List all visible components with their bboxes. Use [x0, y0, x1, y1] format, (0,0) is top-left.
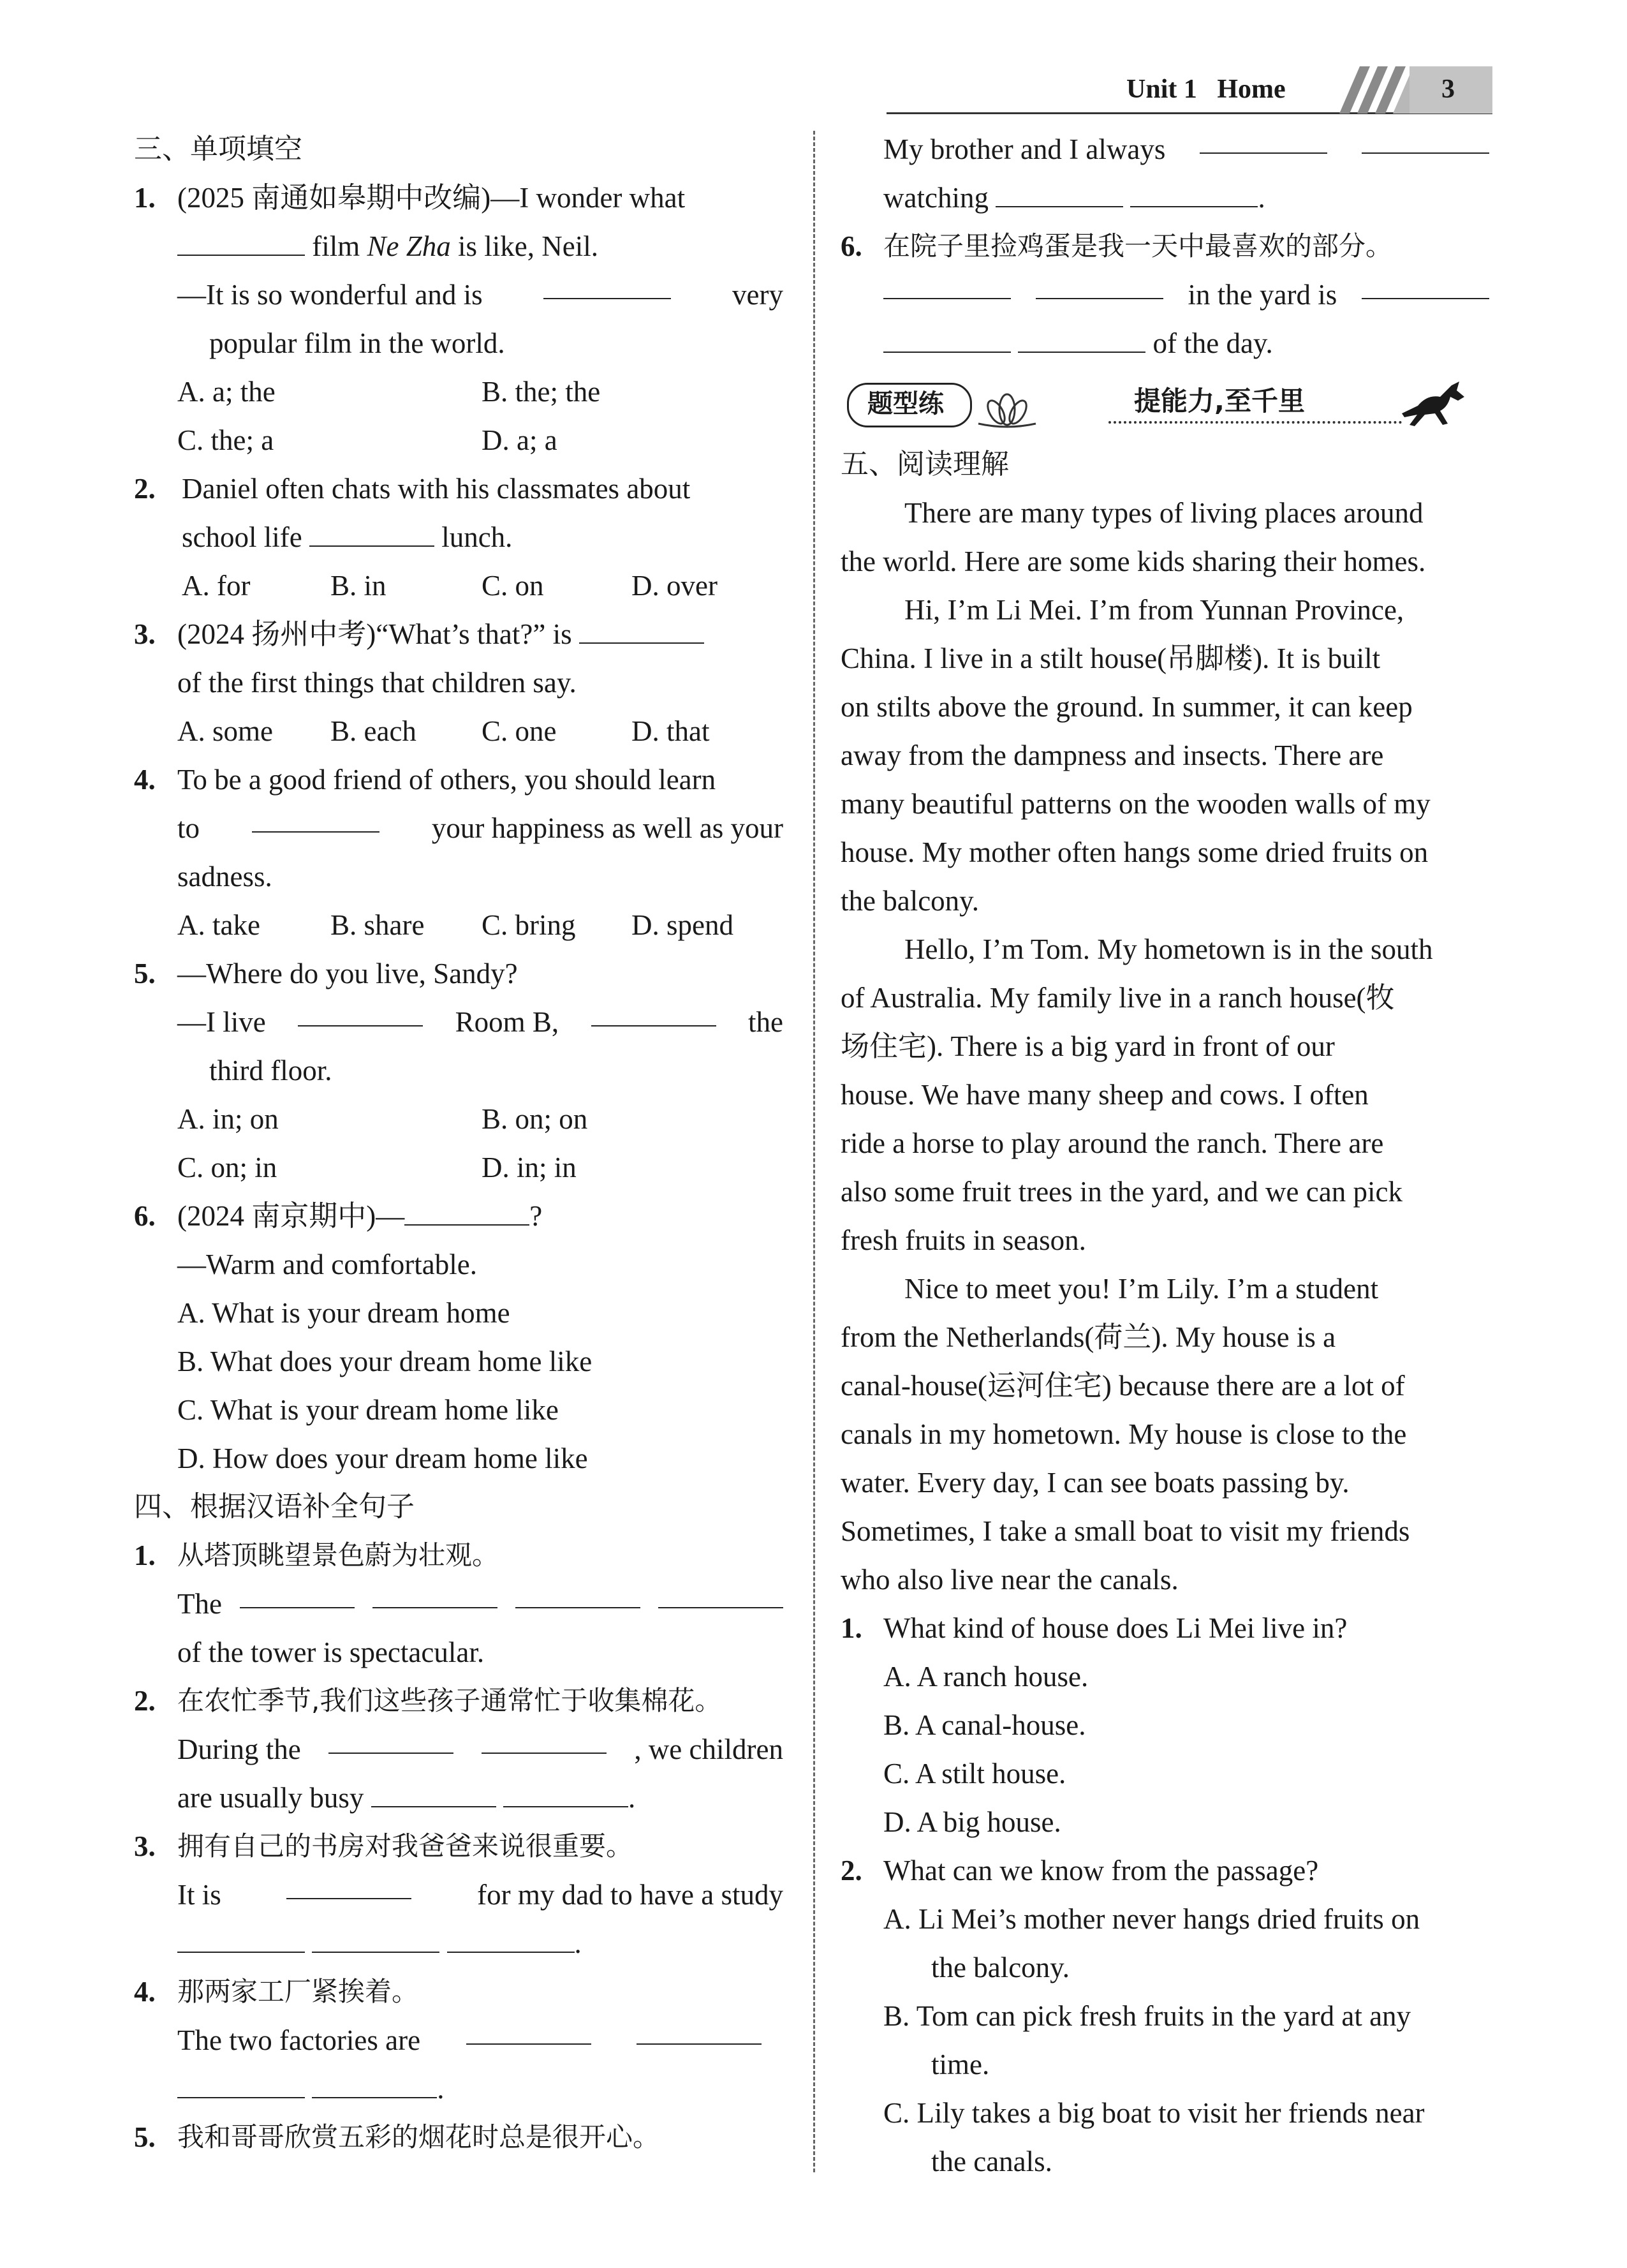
- passage-line: house. We have many sheep and cows. I often: [841, 1079, 1369, 1111]
- s2-line3: are usually busy .: [177, 1774, 635, 1822]
- q3-number: 3.: [134, 618, 156, 650]
- q3-option-a[interactable]: A. some: [177, 715, 273, 747]
- s1-blank3[interactable]: [515, 1580, 640, 1608]
- passage-line: away from the dampness and insects. There are: [841, 739, 1384, 771]
- s5-chinese: 我和哥哥欣赏五彩的烟花时总是很开心。: [177, 2121, 660, 2153]
- q2-line2: school life lunch.: [182, 513, 512, 561]
- rq2-number: 2.: [841, 1855, 862, 1886]
- header-unit: Unit 1 Home: [1126, 75, 1286, 104]
- passage-line: of Australia. My family live in a ranch house(牧: [841, 982, 1395, 1014]
- passage-line: China. I live in a stilt house(吊脚楼). It is built: [841, 642, 1381, 674]
- s6-blank2[interactable]: [1036, 271, 1163, 299]
- banner-slogan: 提能力,至千里: [1134, 385, 1305, 417]
- s1-chinese: 从塔顶眺望景色蔚为壮观。: [177, 1539, 499, 1571]
- q4-line1: To be a good friend of others, you should learn: [177, 764, 716, 796]
- q6-option-a[interactable]: A. What is your dream home: [177, 1297, 510, 1329]
- rq1-question: What kind of house does Li Mei live in?: [883, 1612, 1348, 1644]
- q3-option-b[interactable]: B. each: [330, 715, 416, 747]
- passage-line: Hello, I’m Tom. My hometown is in the south: [904, 933, 1433, 965]
- s2-blank4[interactable]: [503, 1779, 628, 1807]
- banner-dotted-line: [1108, 421, 1402, 424]
- passage-line: There are many types of living places around: [904, 497, 1424, 529]
- q3-option-d[interactable]: D. that: [631, 715, 710, 747]
- q6-option-b[interactable]: B. What does your dream home like: [177, 1345, 593, 1377]
- q4-line2: to your happiness as well as your: [177, 804, 783, 852]
- q6-line2: —Warm and comfortable.: [177, 1249, 477, 1280]
- q2-option-b[interactable]: B. in: [330, 570, 387, 602]
- q1-option-c[interactable]: C. the; a: [177, 424, 274, 456]
- s4-chinese: 那两家工厂紧挨着。: [177, 1976, 419, 2007]
- rq2-option-c-cont: the canals.: [931, 2146, 1052, 2177]
- s4-line2: The two factories are: [177, 2016, 762, 2064]
- passage-line: the balcony.: [841, 885, 980, 917]
- q2-number: 2.: [134, 473, 156, 505]
- s1-blank1[interactable]: [240, 1580, 355, 1608]
- rq2-option-a-cont: the balcony.: [931, 1952, 1070, 1983]
- q3-option-c[interactable]: C. one: [482, 715, 557, 747]
- s1-number: 1.: [134, 1539, 156, 1571]
- rq2-option-a[interactable]: A. Li Mei’s mother never hangs dried fruits on: [883, 1903, 1420, 1935]
- passage-line: on stilts above the ground. In summer, it can keep: [841, 691, 1413, 723]
- s6-blank4[interactable]: [883, 324, 1011, 353]
- passage-line: Nice to meet you! I’m Lily. I’m a student: [904, 1273, 1379, 1305]
- q4-option-b[interactable]: B. share: [330, 909, 425, 941]
- section4-title: 四、根据汉语补全句子: [134, 1490, 415, 1523]
- s3-line3: .: [177, 1919, 582, 1968]
- s5-cont-line2: watching .: [883, 174, 1265, 222]
- q2-option-c[interactable]: C. on: [482, 570, 544, 602]
- s5-blank3[interactable]: [996, 179, 1123, 207]
- header-title: Home: [1217, 75, 1286, 104]
- rq2-question: What can we know from the passage?: [883, 1855, 1319, 1886]
- s4-blank1[interactable]: [466, 2016, 591, 2045]
- s2-blank2[interactable]: [482, 1725, 607, 1754]
- q4-line3: sadness.: [177, 861, 272, 893]
- s5-number: 5.: [134, 2121, 156, 2153]
- s6-blank3[interactable]: [1362, 271, 1489, 299]
- s6-blank5[interactable]: [1018, 324, 1145, 353]
- q5-option-d[interactable]: D. in; in: [482, 1152, 577, 1183]
- s2-blank1[interactable]: [328, 1725, 453, 1754]
- q1-line1: (2025 南通如皋期中改编)—I wonder what: [177, 182, 686, 214]
- q5-line1: —Where do you live, Sandy?: [177, 958, 518, 989]
- q2-line1: Daniel often chats with his classmates about: [182, 473, 691, 505]
- q1-option-d[interactable]: D. a; a: [482, 424, 557, 456]
- rq1-number: 1.: [841, 1612, 862, 1644]
- q4-option-a[interactable]: A. take: [177, 909, 260, 941]
- q5-line3: third floor.: [209, 1055, 332, 1086]
- q4-blank[interactable]: [252, 804, 379, 833]
- q1-blank1[interactable]: [177, 227, 305, 256]
- s3-number: 3.: [134, 1830, 156, 1862]
- q5-line2: —I live Room B, the: [177, 998, 783, 1046]
- s2-number: 2.: [134, 1685, 156, 1717]
- passage-line: Sometimes, I take a small boat to visit my friends: [841, 1515, 1410, 1547]
- s5-blank4[interactable]: [1130, 179, 1258, 207]
- s4-blank4[interactable]: [312, 2070, 437, 2098]
- q3-line2: of the first things that children say.: [177, 667, 577, 699]
- passage-line: who also live near the canals.: [841, 1564, 1179, 1596]
- s1-blank2[interactable]: [372, 1580, 497, 1608]
- s3-blank3[interactable]: [312, 1924, 439, 1953]
- s5-blank1[interactable]: [1200, 125, 1327, 154]
- s1-line2: The: [177, 1580, 783, 1628]
- q1-option-b[interactable]: B. the; the: [482, 376, 601, 408]
- q2-option-d[interactable]: D. over: [631, 570, 718, 602]
- s6-chinese: 在院子里捡鸡蛋是我一天中最喜欢的部分。: [883, 230, 1393, 262]
- column-divider: [813, 131, 815, 2172]
- passage-line: canals in my hometown. My house is close to the: [841, 1418, 1407, 1450]
- passage-line: Hi, I’m Li Mei. I’m from Yunnan Province,: [904, 594, 1404, 626]
- q6-number: 6.: [134, 1200, 156, 1232]
- s5-blank2[interactable]: [1362, 125, 1489, 154]
- passage-line: water. Every day, I can see boats passing by.: [841, 1467, 1350, 1499]
- q1-blank2[interactable]: [543, 271, 671, 299]
- s4-blank2[interactable]: [637, 2016, 762, 2045]
- q5-option-b[interactable]: B. on; on: [482, 1103, 588, 1135]
- banner-label: 题型练: [867, 389, 944, 419]
- practice-banner: [841, 375, 1498, 433]
- lotus-icon: [972, 384, 1042, 429]
- s4-blank3[interactable]: [177, 2070, 305, 2098]
- q5-blank2[interactable]: [591, 998, 716, 1027]
- s6-line3: of the day.: [883, 319, 1273, 367]
- section3-title: 三、单项填空: [134, 133, 302, 165]
- passage-line: the world. Here are some kids sharing their homes.: [841, 545, 1426, 577]
- passage-line: from the Netherlands(荷兰). My house is a: [841, 1321, 1336, 1353]
- passage-line: 场住宅). There is a big yard in front of our: [841, 1030, 1335, 1062]
- rq2-option-c[interactable]: C. Lily takes a big boat to visit her friends near: [883, 2097, 1425, 2129]
- s2-blank3[interactable]: [371, 1779, 496, 1807]
- q5-option-c[interactable]: C. on; in: [177, 1152, 277, 1183]
- q2-option-a[interactable]: A. for: [182, 570, 251, 602]
- s6-line2: in the yard is: [883, 271, 1489, 319]
- s3-blank2[interactable]: [177, 1924, 305, 1953]
- s3-line2: It is for my dad to have a study: [177, 1871, 783, 1919]
- rq2-option-b-cont: time.: [931, 2049, 990, 2080]
- q6-line1: (2024 南京期中)— ?: [177, 1192, 542, 1240]
- s1-blank4[interactable]: [658, 1580, 783, 1608]
- rq1-option-c[interactable]: C. A stilt house.: [883, 1758, 1066, 1790]
- rq2-option-b[interactable]: B. Tom can pick fresh fruits in the yard at any: [883, 2000, 1411, 2032]
- s3-blank4[interactable]: [447, 1924, 575, 1953]
- q1-line2: film Ne Zha is like, Neil.: [177, 222, 598, 271]
- passage-line: canal-house(运河住宅) because there are a lot of: [841, 1370, 1405, 1402]
- s2-chinese: 在农忙季节,我们这些孩子通常忙于收集棉花。: [177, 1685, 722, 1716]
- passage-line: also some fruit trees in the yard, and we can pick: [841, 1176, 1402, 1208]
- s6-blank1[interactable]: [883, 271, 1011, 299]
- rq1-option-d[interactable]: D. A big house.: [883, 1806, 1061, 1838]
- q6-option-d[interactable]: D. How does your dream home like: [177, 1442, 588, 1474]
- section5-title: 五、阅读理解: [841, 448, 1009, 480]
- rq1-option-a[interactable]: A. A ranch house.: [883, 1661, 1089, 1693]
- header: [887, 64, 1492, 115]
- q6-blank[interactable]: [404, 1197, 529, 1226]
- q1-line3: —It is so wonderful and is very: [177, 271, 783, 319]
- s4-line3: .: [177, 2064, 445, 2113]
- q5-blank1[interactable]: [298, 998, 423, 1027]
- passage-line: ride a horse to play around the ranch. There are: [841, 1127, 1384, 1159]
- passage-line: many beautiful patterns on the wooden walls of my: [841, 788, 1431, 820]
- q5-number: 5.: [134, 958, 156, 989]
- s3-chinese: 拥有自己的书房对我爸爸来说很重要。: [177, 1830, 633, 1862]
- rq1-option-b[interactable]: B. A canal-house.: [883, 1709, 1086, 1741]
- s2-line2: During the , we children: [177, 1725, 783, 1774]
- q4-option-c[interactable]: C. bring: [482, 909, 576, 941]
- header-page: 3: [1441, 75, 1455, 104]
- q1-option-a[interactable]: A. a; the: [177, 376, 276, 408]
- q1-number: 1.: [134, 182, 156, 214]
- s4-number: 4.: [134, 1976, 156, 2008]
- q6-option-c[interactable]: C. What is your dream home like: [177, 1394, 559, 1426]
- s3-blank1[interactable]: [286, 1871, 411, 1899]
- q1-line4: popular film in the world.: [209, 327, 505, 359]
- s1-line3: of the tower is spectacular.: [177, 1636, 485, 1668]
- passage-line: fresh fruits in season.: [841, 1224, 1086, 1256]
- passage-line: house. My mother often hangs some dried fruits on: [841, 836, 1429, 868]
- s5-cont-line1: My brother and I always: [883, 125, 1489, 174]
- horse-icon: [1389, 375, 1478, 433]
- q3-line1: (2024 扬州中考)“What’s that?” is: [177, 610, 704, 658]
- q5-option-a[interactable]: A. in; on: [177, 1103, 279, 1135]
- q2-blank[interactable]: [309, 518, 434, 547]
- s6-number: 6.: [841, 230, 862, 262]
- q3-blank[interactable]: [579, 615, 704, 644]
- q4-number: 4.: [134, 764, 156, 796]
- q4-option-d[interactable]: D. spend: [631, 909, 733, 941]
